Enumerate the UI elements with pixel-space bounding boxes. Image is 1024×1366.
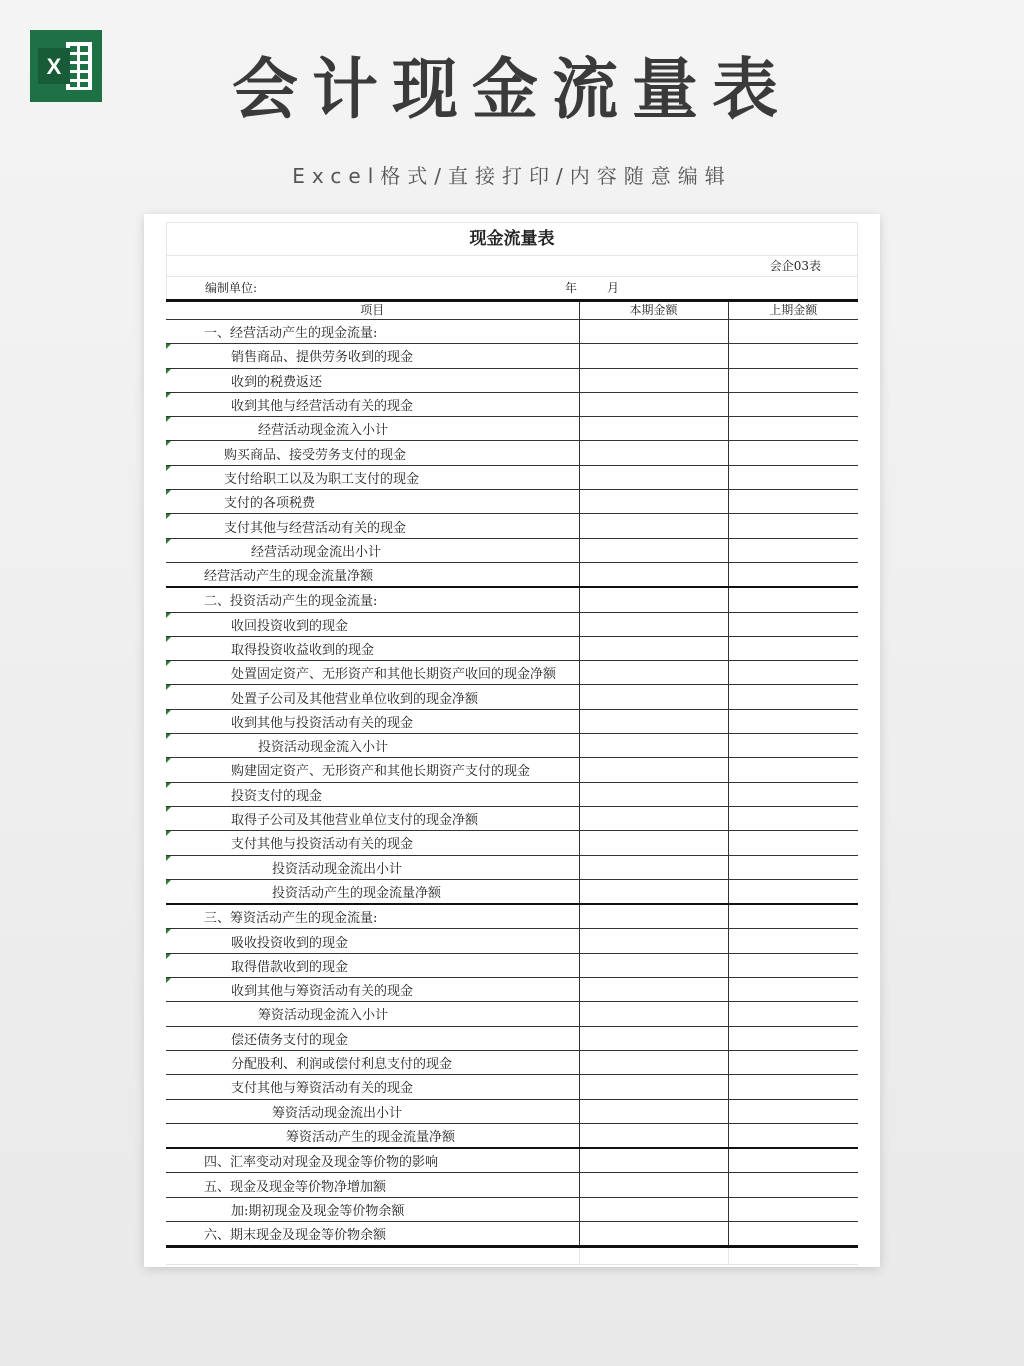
- current-amount-cell[interactable]: [579, 879, 728, 904]
- row-label-cell[interactable]: 投资活动产生的现金流量净额: [166, 879, 579, 904]
- row-label-cell[interactable]: 分配股利、利润或偿付利息支付的现金: [166, 1050, 579, 1074]
- cell-comment-marker-icon: [166, 441, 171, 446]
- table-row: [166, 514, 858, 538]
- current-amount-cell[interactable]: [579, 320, 728, 344]
- previous-amount-cell[interactable]: [728, 1026, 858, 1050]
- row-label-cell[interactable]: 取得投资收益收到的现金: [166, 636, 579, 660]
- table-row: [166, 685, 858, 709]
- row-label-cell[interactable]: 一、经营活动产生的现金流量:: [166, 320, 579, 344]
- row-label-cell[interactable]: 处置固定资产、无形资产和其他长期资产收回的现金净额: [166, 661, 579, 685]
- current-amount-cell[interactable]: [579, 806, 728, 830]
- row-label-cell[interactable]: 吸收投资收到的现金: [166, 929, 579, 953]
- current-amount-cell[interactable]: [579, 612, 728, 636]
- current-amount-cell[interactable]: [579, 1148, 728, 1173]
- previous-amount-cell[interactable]: [728, 685, 858, 709]
- row-label-cell[interactable]: 收到其他与经营活动有关的现金: [166, 392, 579, 416]
- row-label-cell[interactable]: 收到的税费返还: [166, 368, 579, 392]
- previous-amount-cell[interactable]: [728, 441, 858, 465]
- current-amount-cell[interactable]: [579, 1050, 728, 1074]
- table-row: [166, 538, 858, 562]
- table-row: [166, 562, 858, 587]
- current-amount-cell[interactable]: [579, 953, 728, 977]
- table-row: [166, 709, 858, 733]
- cell-comment-marker-icon: [166, 954, 171, 959]
- row-label-cell[interactable]: 三、筹资活动产生的现金流量:: [166, 904, 579, 929]
- previous-amount-cell[interactable]: [728, 465, 858, 489]
- current-amount-cell[interactable]: [579, 490, 728, 514]
- row-label-cell[interactable]: 筹资活动现金流出小计: [166, 1099, 579, 1123]
- table-row: [166, 368, 858, 392]
- row-label-cell[interactable]: 投资活动现金流入小计: [166, 734, 579, 758]
- previous-amount-cell[interactable]: [728, 806, 858, 830]
- previous-amount-cell[interactable]: [728, 392, 858, 416]
- previous-amount-cell[interactable]: [728, 661, 858, 685]
- cell-comment-marker-icon: [166, 613, 171, 618]
- sheet-preview: [144, 214, 880, 1267]
- previous-amount-cell[interactable]: [728, 734, 858, 758]
- table-row: [166, 1026, 858, 1050]
- row-label-cell[interactable]: 经营活动产生的现金流量净额: [166, 562, 579, 587]
- previous-amount-cell[interactable]: [728, 953, 858, 977]
- current-amount-cell[interactable]: [579, 368, 728, 392]
- spreadsheet: [166, 222, 858, 1265]
- current-amount-cell[interactable]: [579, 1026, 728, 1050]
- cell-comment-marker-icon: [166, 393, 171, 398]
- current-amount-cell[interactable]: [579, 441, 728, 465]
- row-label-cell[interactable]: 四、汇率变动对现金及现金等价物的影响: [166, 1148, 579, 1173]
- current-amount-cell[interactable]: [579, 831, 728, 855]
- previous-amount-cell[interactable]: [728, 1197, 858, 1221]
- previous-amount-cell[interactable]: [728, 1099, 858, 1123]
- table-row: [166, 587, 858, 612]
- previous-amount-cell[interactable]: [728, 320, 858, 344]
- row-label-cell[interactable]: 加:期初现金及现金等价物余额: [166, 1197, 579, 1221]
- table-row: [166, 953, 858, 977]
- cell-comment-marker-icon: [166, 856, 171, 861]
- current-amount-cell[interactable]: [579, 1099, 728, 1123]
- table-row: [166, 392, 858, 416]
- row-label-cell[interactable]: 偿还债务支付的现金: [166, 1026, 579, 1050]
- row-label-cell[interactable]: 收到其他与投资活动有关的现金: [166, 709, 579, 733]
- previous-amount-cell[interactable]: [728, 1002, 858, 1026]
- table-row: [166, 441, 858, 465]
- previous-amount-cell[interactable]: [728, 612, 858, 636]
- table-row: [166, 661, 858, 685]
- current-amount-cell[interactable]: [579, 465, 728, 489]
- previous-amount-cell[interactable]: [728, 904, 858, 929]
- current-amount-cell[interactable]: [579, 538, 728, 562]
- current-amount-cell[interactable]: [579, 1075, 728, 1099]
- row-label-cell[interactable]: 取得借款收到的现金: [166, 953, 579, 977]
- current-amount-cell[interactable]: [579, 392, 728, 416]
- current-amount-cell[interactable]: [579, 1123, 728, 1148]
- table-row: [166, 929, 858, 953]
- cell-comment-marker-icon: [166, 880, 171, 885]
- previous-amount-cell[interactable]: [728, 709, 858, 733]
- cell-comment-marker-icon: [166, 734, 171, 739]
- previous-amount-cell[interactable]: [728, 344, 858, 368]
- previous-amount-cell[interactable]: [728, 831, 858, 855]
- current-amount-cell[interactable]: [579, 661, 728, 685]
- row-label-cell[interactable]: 支付其他与投资活动有关的现金: [166, 831, 579, 855]
- cell-comment-marker-icon: [166, 710, 171, 715]
- previous-amount-cell[interactable]: [728, 1050, 858, 1074]
- current-amount-cell[interactable]: [579, 734, 728, 758]
- previous-amount-cell[interactable]: [728, 1123, 858, 1148]
- previous-amount-cell[interactable]: [728, 1075, 858, 1099]
- cell-comment-marker-icon: [166, 685, 171, 690]
- current-amount-cell[interactable]: [579, 782, 728, 806]
- table-row: [166, 417, 858, 441]
- table-row: [166, 1050, 858, 1074]
- row-label-cell[interactable]: 收回投资收到的现金: [166, 612, 579, 636]
- cell-comment-marker-icon: [166, 661, 171, 666]
- previous-amount-cell[interactable]: [728, 368, 858, 392]
- current-amount-cell[interactable]: [579, 1197, 728, 1221]
- column-header-item: 项目: [166, 301, 579, 320]
- unit-row: [166, 276, 858, 299]
- table-row: [166, 879, 858, 904]
- row-label-cell[interactable]: 五、现金及现金等价物净增加额: [166, 1173, 579, 1197]
- cell-comment-marker-icon: [166, 514, 171, 519]
- sheet-title: 现金流量表: [166, 222, 858, 255]
- table-row: [166, 782, 858, 806]
- year-label: 年: [565, 281, 578, 295]
- table-row: [166, 320, 858, 344]
- current-amount-cell[interactable]: [579, 904, 728, 929]
- table-row: [166, 855, 858, 879]
- row-label-cell[interactable]: 筹资活动产生的现金流量净额: [166, 1123, 579, 1148]
- column-header-current: 本期金额: [579, 301, 728, 320]
- cell-comment-marker-icon: [166, 929, 171, 934]
- table-row: [166, 1123, 858, 1148]
- table-row: [166, 1075, 858, 1099]
- table-row: [166, 806, 858, 830]
- previous-amount-cell[interactable]: [728, 490, 858, 514]
- table-row: [166, 1002, 858, 1026]
- cash-flow-table: [166, 299, 858, 1265]
- row-label-cell[interactable]: 支付其他与经营活动有关的现金: [166, 514, 579, 538]
- cell-comment-marker-icon: [166, 831, 171, 836]
- previous-amount-cell[interactable]: [728, 538, 858, 562]
- table-row: [166, 904, 858, 929]
- row-label-cell[interactable]: 投资活动现金流出小计: [166, 855, 579, 879]
- previous-amount-cell[interactable]: [728, 562, 858, 587]
- row-label-cell[interactable]: 经营活动现金流入小计: [166, 417, 579, 441]
- current-amount-cell[interactable]: [579, 1173, 728, 1197]
- table-row: [166, 490, 858, 514]
- current-amount-cell[interactable]: [579, 855, 728, 879]
- table-row: [166, 758, 858, 782]
- cell-comment-marker-icon: [166, 466, 171, 471]
- previous-amount-cell[interactable]: [728, 855, 858, 879]
- row-label-cell[interactable]: 支付的各项税费: [166, 490, 579, 514]
- table-row: [166, 1221, 858, 1246]
- table-row: [166, 1148, 858, 1173]
- month-label: 月: [607, 281, 620, 295]
- table-row: [166, 1173, 858, 1197]
- current-amount-cell[interactable]: [579, 929, 728, 953]
- form-code: 会企03表: [166, 255, 858, 276]
- table-body: [166, 320, 858, 1265]
- page-title: 会计现金流量表: [232, 51, 792, 128]
- cell-comment-marker-icon: [166, 417, 171, 422]
- svg-text:X: X: [46, 54, 62, 79]
- table-row: [166, 612, 858, 636]
- current-amount-cell[interactable]: [579, 709, 728, 733]
- row-label-cell[interactable]: 购买商品、接受劳务支付的现金: [166, 441, 579, 465]
- previous-amount-cell[interactable]: [728, 758, 858, 782]
- current-amount-cell[interactable]: [579, 685, 728, 709]
- previous-amount-cell[interactable]: [728, 1221, 858, 1246]
- table-row: [166, 636, 858, 660]
- blank-cell[interactable]: [728, 1247, 858, 1265]
- table-row: [166, 1099, 858, 1123]
- cell-comment-marker-icon: [166, 758, 171, 763]
- page-subtitle: Excel格式/直接打印/内容随意编辑: [292, 164, 732, 188]
- current-amount-cell[interactable]: [579, 1221, 728, 1246]
- blank-row: [166, 1247, 858, 1265]
- previous-amount-cell[interactable]: [728, 417, 858, 441]
- cell-comment-marker-icon: [166, 807, 171, 812]
- row-label-cell[interactable]: 处置子公司及其他营业单位收到的现金净额: [166, 685, 579, 709]
- previous-amount-cell[interactable]: [728, 587, 858, 612]
- row-label-cell[interactable]: 经营活动现金流出小计: [166, 538, 579, 562]
- previous-amount-cell[interactable]: [728, 514, 858, 538]
- table-row: [166, 1197, 858, 1221]
- cell-comment-marker-icon: [166, 539, 171, 544]
- current-amount-cell[interactable]: [579, 417, 728, 441]
- current-amount-cell[interactable]: [579, 636, 728, 660]
- current-amount-cell[interactable]: [579, 587, 728, 612]
- cell-comment-marker-icon: [166, 369, 171, 374]
- table-header-row: [166, 301, 858, 320]
- current-amount-cell[interactable]: [579, 514, 728, 538]
- blank-cell[interactable]: [166, 1247, 579, 1265]
- current-amount-cell[interactable]: [579, 1002, 728, 1026]
- previous-amount-cell[interactable]: [728, 1148, 858, 1173]
- cell-comment-marker-icon: [166, 344, 171, 349]
- row-label-cell[interactable]: 筹资活动现金流入小计: [166, 1002, 579, 1026]
- row-label-cell[interactable]: 购建固定资产、无形资产和其他长期资产支付的现金: [166, 758, 579, 782]
- cell-comment-marker-icon: [166, 490, 171, 495]
- row-label-cell[interactable]: 收到其他与筹资活动有关的现金: [166, 978, 579, 1002]
- table-row: [166, 831, 858, 855]
- unit-label: 编制单位:: [205, 281, 258, 295]
- previous-amount-cell[interactable]: [728, 782, 858, 806]
- row-label-cell[interactable]: 支付其他与筹资活动有关的现金: [166, 1075, 579, 1099]
- cell-comment-marker-icon: [166, 637, 171, 642]
- table-row: [166, 344, 858, 368]
- previous-amount-cell[interactable]: [728, 879, 858, 904]
- row-label-cell[interactable]: 支付给职工以及为职工支付的现金: [166, 465, 579, 489]
- table-row: [166, 978, 858, 1002]
- row-label-cell[interactable]: 二、投资活动产生的现金流量:: [166, 587, 579, 612]
- row-label-cell[interactable]: 投资支付的现金: [166, 782, 579, 806]
- row-label-cell[interactable]: 取得子公司及其他营业单位支付的现金净额: [166, 806, 579, 830]
- current-amount-cell[interactable]: [579, 344, 728, 368]
- current-amount-cell[interactable]: [579, 978, 728, 1002]
- current-amount-cell[interactable]: [579, 758, 728, 782]
- table-row: [166, 465, 858, 489]
- previous-amount-cell[interactable]: [728, 978, 858, 1002]
- blank-cell[interactable]: [579, 1247, 728, 1265]
- row-label-cell[interactable]: 销售商品、提供劳务收到的现金: [166, 344, 579, 368]
- cell-comment-marker-icon: [166, 978, 171, 983]
- current-amount-cell[interactable]: [579, 562, 728, 587]
- cell-comment-marker-icon: [166, 783, 171, 788]
- previous-amount-cell[interactable]: [728, 929, 858, 953]
- table-row: [166, 734, 858, 758]
- previous-amount-cell[interactable]: [728, 636, 858, 660]
- previous-amount-cell[interactable]: [728, 1173, 858, 1197]
- row-label-cell[interactable]: 六、期末现金及现金等价物余额: [166, 1221, 579, 1246]
- column-header-previous: 上期金额: [728, 301, 858, 320]
